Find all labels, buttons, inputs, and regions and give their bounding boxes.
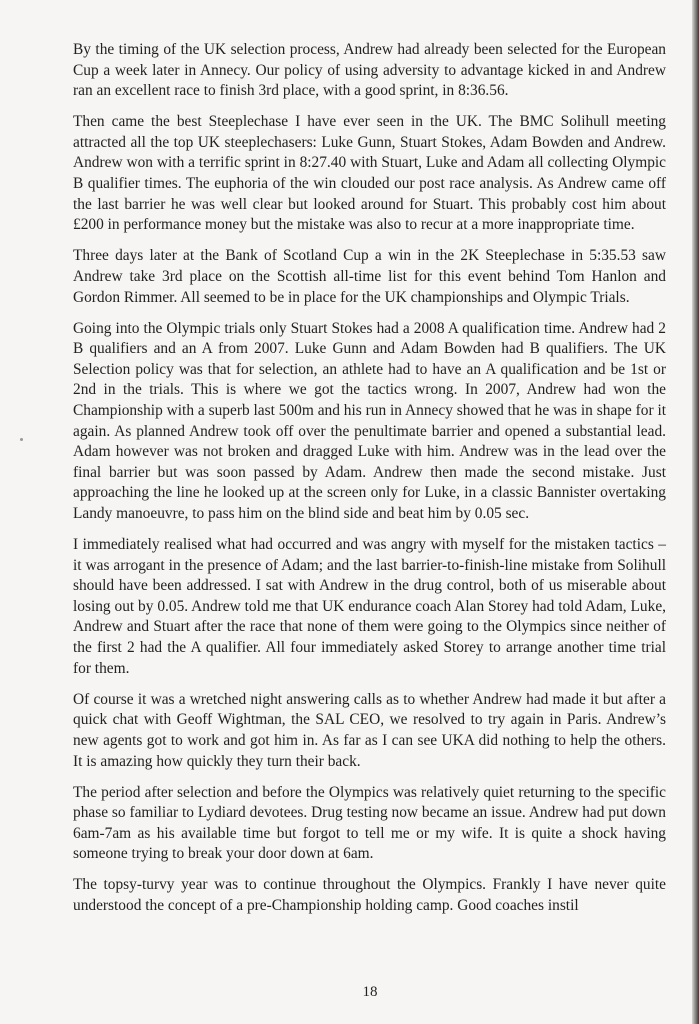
- paragraph: Of course it was a wretched night answering calls as to whether Andrew had made it but after a quick chat with Geoff Wightman, the SAL CEO, we resolved to try again in Paris. Andrew’s new agents got to work and got him in. As far as I can see UKA did nothing to help the others. It is amazing how quickly they turn their back.: [73, 690, 666, 770]
- paragraph: Going into the Olympic trials only Stuart Stokes had a 2008 A qualification time. Andrew had 2 B qualifiers and an A from 2007. Luke Gunn and Adam Bowden had B qualifiers. The UK Selection policy was that for selection, an athlete had to have an A qualification and be 1st or 2nd in the trials. This is where we got the tactics wrong. In 2007, Andrew had won the Championship with a superb last 500m and his run in Annecy showed that he was in shape for it again. As planned Andrew took off over the penultimate barrier and opened a substantial lead. Adam however was not broken and dragged Luke with him. Andrew was in the lead over the final barrier but was soon passed by Adam. Andrew then made the second mistake. Just approaching the line he looked up at the screen only for Luke, in a classic Bannister overtaking Landy manoeuvre, to pass him on the blind side and beat him by 0.05 sec.: [73, 319, 666, 522]
- paragraph: By the timing of the UK selection process, Andrew had already been selected for the European Cup a week later in Annecy. Our policy of using adversity to advantage kicked in and Andrew ran an excellent race to finish 3rd place, with a good sprint, in 8:36.56.: [73, 41, 666, 100]
- body-text: [73, 40, 666, 927]
- binding-edge-shadow: [692, 0, 699, 1024]
- paragraph: The topsy-turvy year was to continue throughout the Olympics. Frankly I have never quite understood the concept of a pre-Championship holding camp. Good coaches instil: [73, 876, 666, 915]
- paragraph: I immediately realised what had occurred and was angry with myself for the mistaken tactics – it was arrogant in the presence of Adam; and the last barrier-to-finish-line mistake from Solihull should have been addressed. I sat with Andrew in the drug control, both of us miserable about losing out by 0.05. Andrew told me that UK endurance coach Alan Storey had told Adam, Luke, Andrew and Stuart after the race that none of them were going to the Olympics since neither of the first 2 had the A qualifier. All four immediately asked Storey to arrange another time trial for them.: [73, 536, 666, 677]
- paragraph: Three days later at the Bank of Scotland Cup a win in the 2K Steeplechase in 5:35.53 saw Andrew take 3rd place on the Scottish all-time list for this event behind Tom Hanlon and Gordon Rimmer. All seemed to be in place for the UK championships and Olympic Trials.: [73, 247, 666, 306]
- page-speck: [20, 438, 23, 441]
- page-number: 18: [362, 984, 378, 1000]
- paragraph: The period after selection and before the Olympics was relatively quiet returning to the specific phase so familiar to Lydiard devotees. Drug testing now became an issue. Andrew had put down 6am-7am as his available time but forgot to tell me or my wife. It is quite a shock having someone trying to break your door down at 6am.: [73, 783, 666, 863]
- paragraph: Then came the best Steeplechase I have ever seen in the UK. The BMC Solihull meeting attracted all the top UK steeplechasers: Luke Gunn, Stuart Stokes, Adam Bowden and Andrew. Andrew won with a terrific sprint in 8:27.40 with Stuart, Luke and Adam all collecting Olympic B qualifier times. The euphoria of the win clouded our post race analysis. As Andrew came off the last barrier he was well clear but looked around for Stuart. This probably cost him about £200 in performance money but the mistake was also to recur at a more inappropriate time.: [73, 113, 666, 234]
